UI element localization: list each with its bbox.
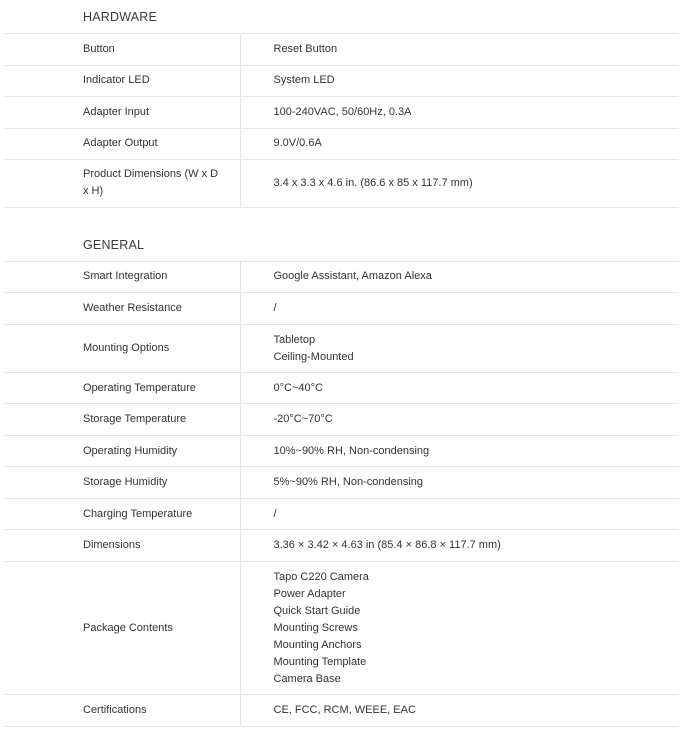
spec-label: Mounting Options: [4, 325, 240, 373]
spec-label: Smart Integration: [4, 262, 240, 293]
table-row: [4, 373, 679, 404]
table-row: [4, 65, 679, 96]
spec-table-hardware: [4, 34, 679, 208]
spec-label: Operating Temperature: [4, 373, 240, 404]
spec-label: Product Dimensions (W x D x H): [4, 159, 240, 207]
table-row: [4, 293, 679, 325]
spec-value-line: Power Adapter: [273, 587, 346, 600]
spec-value-line: Tapo C220 Camera: [273, 570, 369, 583]
spec-value-line: 9.0V/0.6A: [273, 137, 322, 149]
spec-value-line: /: [273, 507, 277, 520]
spec-value-line: 3.4 x 3.3 x 4.6 in. (86.6 x 85 x 117.7 mm): [273, 176, 473, 189]
spec-value-line: System LED: [273, 74, 335, 86]
spec-value: [240, 262, 679, 293]
spec-value: [240, 373, 679, 404]
spec-value-line: Google Assistant, Amazon Alexa: [273, 270, 432, 283]
spec-value-line: -20°C~70°C: [273, 413, 333, 425]
spec-value: [240, 34, 679, 65]
table-row: [4, 562, 679, 695]
spec-value: [240, 65, 679, 96]
table-row: [4, 128, 679, 159]
spec-value-line: 10%~90% RH, Non-condensing: [273, 444, 430, 457]
spec-value: [240, 436, 679, 467]
section-general: [4, 228, 679, 728]
table-row: [4, 159, 679, 207]
table-row: [4, 499, 679, 530]
spec-value: [240, 128, 679, 159]
table-row: [4, 530, 679, 562]
spec-label: Dimensions: [4, 530, 240, 562]
spec-value-line: Mounting Screws: [273, 621, 358, 634]
section-gap: [0, 208, 683, 228]
spec-value-line: 3.36 × 3.42 × 4.63 in (85.4 × 86.8 × 117.7 mm): [273, 539, 501, 551]
spec-label: Storage Temperature: [4, 404, 240, 436]
spec-value: [240, 96, 679, 128]
spec-value-line: 100-240VAC, 50/60Hz, 0.3A: [273, 105, 412, 118]
spec-label: Indicator LED: [4, 65, 240, 96]
spec-value-line: Tabletop: [273, 333, 316, 346]
spec-value: [240, 325, 679, 373]
spec-label: Charging Temperature: [4, 499, 240, 530]
spec-value-line: 0°C~40°C: [273, 381, 323, 394]
spec-value: [240, 159, 679, 207]
spec-value: [240, 467, 679, 499]
table-row: [4, 467, 679, 499]
spec-label: Button: [4, 34, 240, 65]
section-title: GENERAL: [4, 228, 679, 262]
section-title: HARDWARE: [4, 0, 679, 34]
spec-value-line: Camera Base: [273, 672, 341, 685]
section-hardware: [4, 0, 679, 208]
spec-value: [240, 695, 679, 727]
spec-label: Package Contents: [4, 562, 240, 695]
spec-table-general: [4, 262, 679, 728]
spec-value-line: Quick Start Guide: [273, 604, 361, 617]
spec-value-line: Mounting Template: [273, 655, 367, 668]
spec-label: Adapter Output: [4, 128, 240, 159]
spec-value: [240, 530, 679, 562]
table-row: [4, 404, 679, 436]
table-row: [4, 34, 679, 65]
spec-value-line: /: [273, 302, 277, 314]
spec-label: Operating Humidity: [4, 436, 240, 467]
table-row: [4, 695, 679, 727]
spec-value: [240, 499, 679, 530]
spec-value-line: CE, FCC, RCM, WEEE, EAC: [273, 704, 416, 716]
spec-label: Storage Humidity: [4, 467, 240, 499]
spec-label: Certifications: [4, 695, 240, 727]
spec-value-line: Mounting Anchors: [273, 638, 362, 651]
spec-value: [240, 293, 679, 325]
spec-value-line: Reset Button: [273, 42, 338, 55]
spec-value: [240, 404, 679, 436]
table-row: [4, 436, 679, 467]
spec-label: Weather Resistance: [4, 293, 240, 325]
spec-label: Adapter Input: [4, 96, 240, 128]
table-row: [4, 262, 679, 293]
table-row: [4, 325, 679, 373]
table-row: [4, 96, 679, 128]
spec-value-line: 5%~90% RH, Non-condensing: [273, 476, 424, 488]
spec-value-line: Ceiling-Mounted: [273, 350, 354, 363]
spec-value: [240, 562, 679, 695]
